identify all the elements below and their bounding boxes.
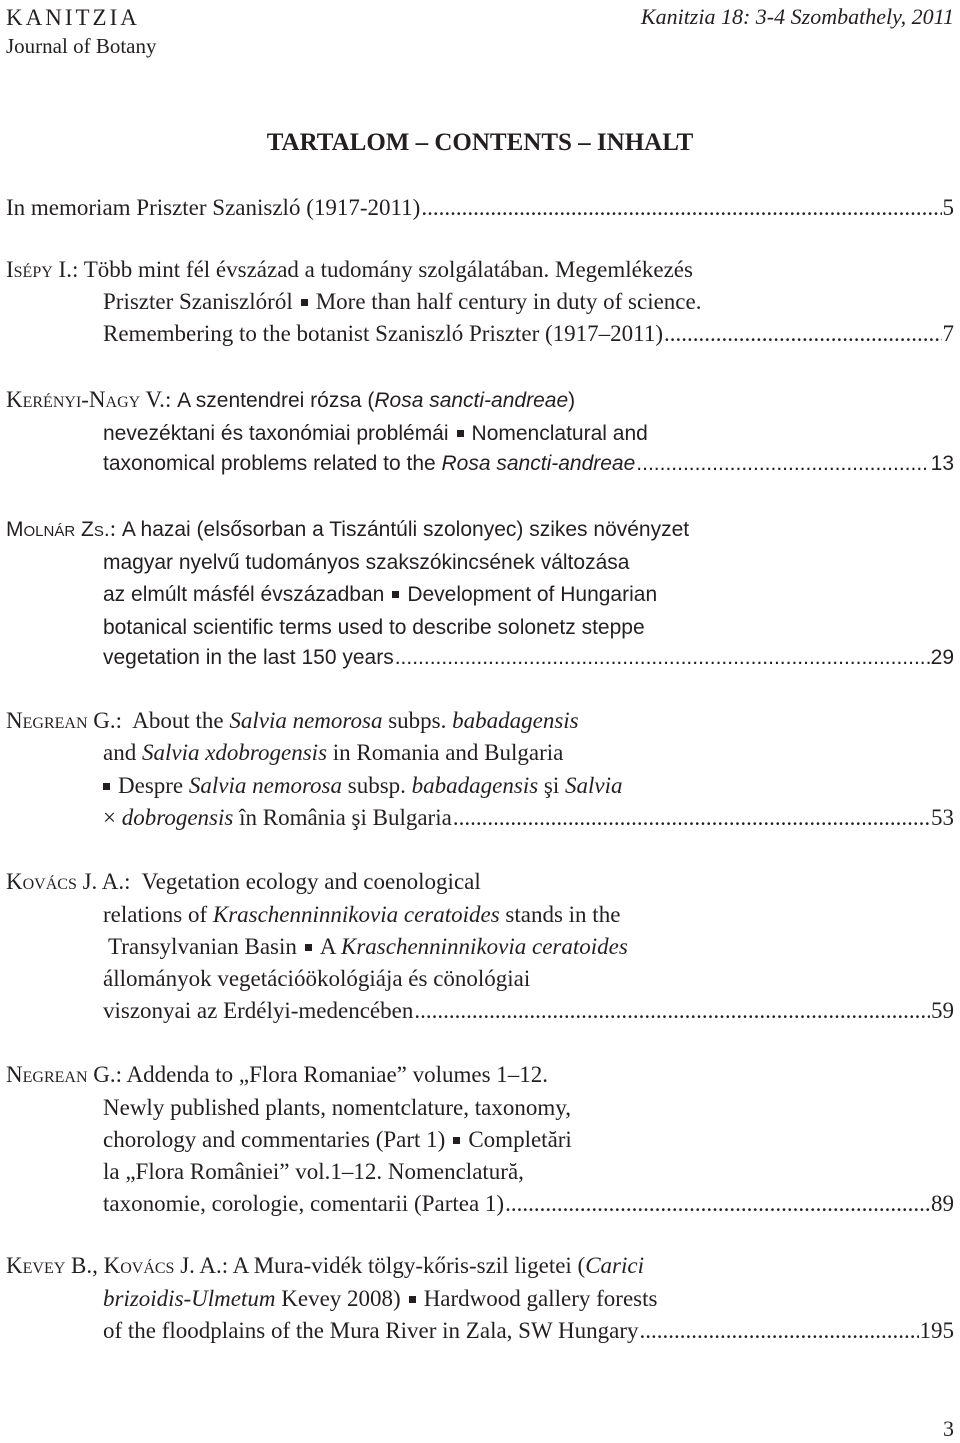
entry-title-line: Despre: [118, 773, 189, 798]
toc-entry-negrean-addenda-line3: [103, 1128, 572, 1151]
entry-author: Kovács J. A.: [103, 1253, 222, 1278]
contents-title: TARTALOM – CONTENTS – INHALT: [266, 129, 694, 156]
entry-title-line: and: [103, 740, 142, 765]
entry-author: Molnár Zs.: [6, 518, 110, 541]
toc-entry-kovacs-line3: [108, 935, 628, 958]
issue-info: Kanitzia 18: 3-4 Szombathely, 2011: [640, 4, 954, 29]
entry-title-line: la „Flora României” vol.1–12. Nomenclatură,: [103, 1159, 524, 1184]
entry-page: 7: [942, 321, 954, 346]
entry-title-line: az elmúlt másfél évszázadban: [103, 583, 385, 606]
entry-title-line: About the: [132, 708, 230, 733]
journal-subtitle: Journal of Botany: [6, 34, 157, 58]
toc-entry-negrean-addenda-line4: [103, 1160, 524, 1183]
toc-entry-kovacs-line5: [103, 999, 954, 1022]
toc-entry-kerenyi-line3: [103, 453, 954, 474]
separator-bullet-icon: [103, 783, 110, 790]
toc-entry-molnar-line5: [103, 647, 954, 668]
entry-title-line: şi: [538, 773, 565, 798]
taxon-name: Kraschenninnikovia ceratoides: [341, 934, 628, 959]
leader-dots: [395, 647, 930, 668]
entry-author: Kevey B.: [6, 1253, 93, 1278]
taxon-name: Salvia nemorosa: [188, 773, 342, 798]
entry-author: Negrean G.: [6, 708, 116, 733]
entry-title-line: A szentendrei rózsa (: [177, 389, 375, 412]
toc-entry-negrean-salvia-line3: [95, 774, 623, 797]
toc-entry-kevey-line1[interactable]: Kevey B., Kovács J. A.: A Mura-vidék tölgy-kőris-szil ligetei (Carici: [6, 1253, 644, 1278]
entry-author: Negrean G.: [6, 1062, 116, 1087]
toc-entry-negrean-addenda-line2: [103, 1096, 571, 1119]
toc-entry-molnar-line4: [103, 615, 645, 638]
hybrid-sign: ×: [103, 805, 122, 830]
leader-dots: [453, 806, 930, 829]
entry-title-line: botanical scientific terms used to describe solonetz steppe: [103, 616, 645, 639]
toc-entry-negrean-salvia-line4: [103, 806, 954, 829]
entry-title-line: A Mura-vidék tölgy-kőris-szil ligetei (: [232, 1253, 586, 1278]
entry-title-line: Kevey 2008): [275, 1286, 401, 1311]
toc-entry-kovacs-line4: [103, 967, 530, 990]
toc-entry-kovacs-line1[interactable]: Kovács J. A.: Vegetation ecology and coenological: [6, 869, 481, 894]
toc-entry-kerenyi-line1[interactable]: Kerényi-Nagy V.: A szentendrei rózsa (Rosa sancti-andreae): [6, 387, 576, 412]
entry-title-line: stands in the: [499, 902, 621, 927]
separator-bullet-icon: [305, 944, 312, 951]
toc-entry-kovacs-line2: [103, 903, 620, 926]
toc-entry-isepy-line3: [103, 322, 954, 345]
taxon-name: brizoidis-Ulmetum: [103, 1286, 276, 1311]
toc-entry-in-memoriam[interactable]: [6, 196, 954, 219]
toc-entry-kevey-line3: [103, 1319, 954, 1342]
toc-entry-molnar-line2: [103, 550, 629, 573]
entry-title-line: viszonyai az Erdélyi-medencében: [103, 998, 414, 1023]
entry-page: 195: [919, 1318, 954, 1343]
leader-dots: [636, 453, 929, 474]
leader-dots: [421, 196, 941, 219]
separator-bullet-icon: [409, 1296, 416, 1303]
entry-title-line: nevezéktani és taxonómiai problémái: [103, 422, 449, 445]
taxon-name: Kraschenninnikovia ceratoides: [212, 902, 500, 927]
toc-entry-isepy-line2: [103, 290, 701, 313]
entry-title-line: Development of Hungarian: [407, 583, 658, 606]
entry-page: 89: [931, 1191, 954, 1216]
entry-title-line: Transylvanian Basin: [108, 934, 297, 959]
entry-title-line: Több mint fél évszázad a tudomány szolgálatában. Megemlékezés: [83, 257, 693, 282]
entry-page: 59: [931, 998, 954, 1023]
entry-title-line: relations of: [103, 902, 213, 927]
entry-title-line: ): [568, 389, 576, 412]
leader-dots: [505, 1192, 930, 1215]
toc-entry-isepy-line1[interactable]: Isépy I.: Több mint fél évszázad a tudomány szolgálatában. Megemlékezés: [6, 257, 693, 282]
taxon-name: dobrogensis: [121, 805, 234, 830]
entry-title-line: subps.: [382, 708, 453, 733]
entry-title-line: in Romania and Bulgaria: [327, 740, 564, 765]
toc-entry-molnar-line1[interactable]: Molnár Zs.: A hazai (elsősorban a Tiszántúli szolonyec) szikes növényzet: [6, 516, 690, 541]
toc-entry-negrean-addenda-line1[interactable]: Negrean G.: Addenda to „Flora Romaniae” volumes 1–12.: [6, 1062, 549, 1087]
taxon-name: Rosa sancti-andreae: [374, 389, 569, 412]
entry-title-line: taxonomical problems related to the: [103, 452, 442, 475]
separator-bullet-icon: [392, 591, 399, 598]
entry-title-line: taxonomie, corologie, comentarii (Partea 1): [103, 1191, 505, 1216]
entry-title-line: Nomenclatural and: [471, 422, 648, 445]
taxon-name: Salvia xdobrogensis: [141, 740, 328, 765]
entry-page: 53: [931, 805, 954, 830]
entry-title-line: A hazai (elsősorban a Tiszántúli szolonyec) szikes növényzet: [121, 518, 690, 541]
taxon-name: Salvia: [565, 773, 623, 798]
entry-page: 5: [942, 195, 954, 220]
entry-title-line: în România şi Bulgaria: [233, 805, 452, 830]
entry-title-line: magyar nyelvű tudományos szakszókincsének változása: [103, 551, 630, 574]
separator-bullet-icon: [457, 430, 464, 437]
entry-title-line: of the floodplains of the Mura River in Zala, SW Hungary: [103, 1318, 639, 1343]
entry-title-line: Newly published plants, nomentclature, taxonomy,: [103, 1095, 571, 1120]
entry-title: In memoriam Priszter Szaniszló (1917-2011): [6, 195, 421, 220]
entry-title-line: subsp.: [342, 773, 412, 798]
taxon-name: Salvia nemorosa: [229, 708, 383, 733]
taxon-name: babadagensis: [411, 773, 539, 798]
entry-page: 29: [930, 646, 954, 669]
entry-title-line: állományok vegetációökológiája és cönológiai: [103, 966, 531, 991]
entry-title-line: vegetation in the last 150 years: [103, 646, 394, 669]
leader-dots: [639, 1319, 918, 1342]
taxon-name: Carici: [585, 1253, 644, 1278]
toc-entry-kevey-line2: [103, 1287, 657, 1310]
entry-title-line: Vegetation ecology and coenological: [141, 869, 481, 894]
toc-entry-negrean-salvia-line2: [103, 741, 563, 764]
entry-title-line: Remembering to the botanist Szaniszló Priszter (1917–2011): [103, 321, 663, 346]
separator-bullet-icon: [301, 299, 308, 306]
toc-entry-kerenyi-line2: [103, 421, 648, 444]
entry-title-line: Addenda to „Flora Romaniae” volumes 1–12.: [126, 1062, 549, 1087]
taxon-name: babadagensis: [452, 708, 579, 733]
entry-author: Isépy I.: [6, 257, 72, 282]
entry-author: Kerényi-Nagy V.: [6, 387, 165, 412]
leader-dots: [414, 999, 930, 1022]
journal-title: KANITZIA: [6, 5, 140, 30]
entry-title-line: Priszter Szaniszlóról: [103, 289, 293, 314]
entry-title-line: Completări: [468, 1127, 572, 1152]
entry-page: 13: [930, 452, 954, 475]
toc-entry-negrean-salvia-line1[interactable]: Negrean G.: About the Salvia nemorosa subps. babadagensis: [6, 708, 579, 733]
entry-title-line: A: [319, 934, 341, 959]
taxon-name: Rosa sancti-andreae: [441, 452, 636, 475]
page-number: 3: [943, 1416, 954, 1441]
separator-bullet-icon: [453, 1137, 460, 1144]
toc-entry-negrean-addenda-line5: [103, 1192, 954, 1215]
toc-entry-molnar-line3: [103, 582, 657, 605]
entry-title-line: chorology and commentaries (Part 1): [103, 1127, 446, 1152]
entry-author: Kovács J. A.: [6, 869, 125, 894]
leader-dots: [664, 322, 942, 345]
entry-title-line: Hardwood gallery forests: [423, 1286, 658, 1311]
entry-title-line: More than half century in duty of science.: [315, 289, 702, 314]
